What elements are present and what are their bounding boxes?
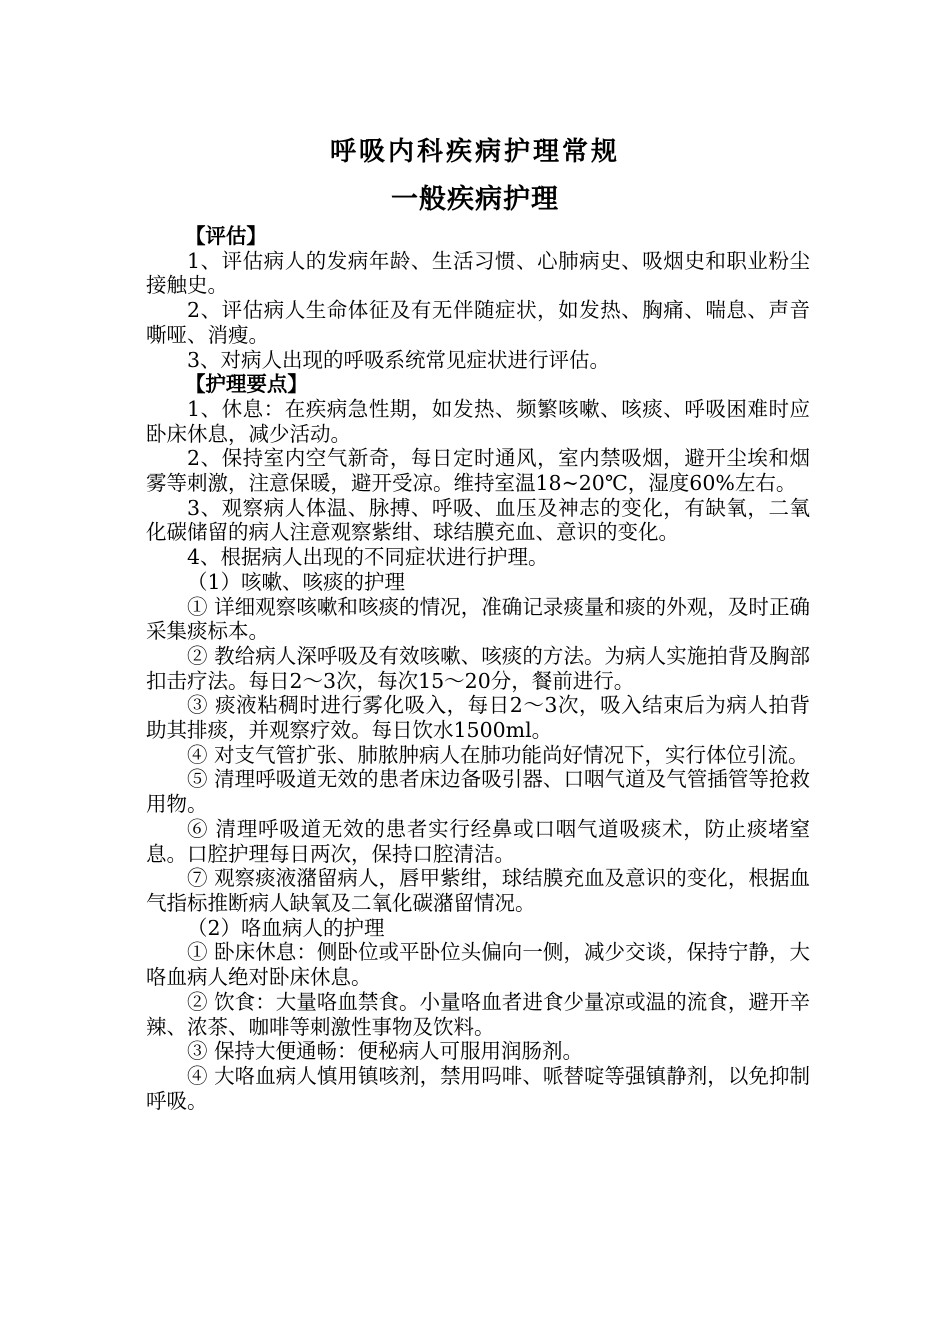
list-item: ⑥ 清理呼吸道无效的患者实行经鼻或口咽气道吸痰术，防止痰堵窒息。口腔护理每日两次，保持口腔清洁。 (146, 816, 810, 866)
section-heading-assessment: 【评估】 (184, 224, 267, 248)
list-item: ④ 对支气管扩张、肺脓肿病人在肺功能尚好情况下，实行体位引流。 (187, 742, 809, 767)
list-item: ③ 保持大便通畅：便秘病人可服用润肠剂。 (187, 1039, 584, 1064)
paragraph: 1、评估病人的发病年龄、生活习惯、心肺病史、吸烟史和职业粉尘接触史。 (146, 248, 810, 298)
list-item: ② 饮食：大量咯血禁食。小量咯血者进食少量凉或温的流食，避开辛辣、浓茶、咖啡等刺激性事物及饮料。 (146, 989, 810, 1039)
paragraph: 1、休息：在疾病急性期，如发热、频繁咳嗽、咳痰、呼吸困难时应卧床休息，减少活动。 (146, 396, 810, 446)
paragraph: 3、对病人出现的呼吸系统常见症状进行评估。 (187, 347, 611, 372)
subsection-heading: （1）咳嗽、咳痰的护理 (187, 569, 406, 594)
document-body (146, 224, 810, 1113)
paragraph: 2、保持室内空气新奇，每日定时通风，室内禁吸烟，避开尘埃和烟雾等刺激，注意保暖，避开受凉。维持室温18~20℃，湿度60%左右。 (146, 446, 810, 496)
section-heading-nursing-points: 【护理要点】 (184, 372, 308, 397)
list-item: ① 卧床休息：侧卧位或平卧位头偏向一侧，减少交谈，保持宁静，大咯血病人绝对卧床休息。 (146, 940, 810, 990)
list-item: ② 教给病人深呼吸及有效咳嗽、咳痰的方法。为病人实施拍背及胸部扣击疗法。每日2～3次，每次15～20分，餐前进行。 (146, 643, 810, 693)
subsection-heading: （2）咯血病人的护理 (187, 915, 385, 940)
paragraph: 2、评估病人生命体征及有无伴随症状，如发热、胸痛、喘息、声音嘶哑、消瘦。 (146, 298, 810, 347)
list-item: ⑦ 观察痰液潴留病人，唇甲紫绀，球结膜充血及意识的变化，根据血气指标推断病人缺氧及二氧化碳潴留情况。 (146, 866, 810, 915)
list-item: ① 详细观察咳嗽和咳痰的情况，准确记录痰量和痰的外观，及时正确采集痰标本。 (146, 594, 810, 644)
list-item: ⑤ 清理呼吸道无效的患者床边备吸引器、口咽气道及气管插管等抢救用物。 (146, 767, 810, 817)
list-item: ③ 痰液粘稠时进行雾化吸入，每日2～3次，吸入结束后为病人拍背助其排痰，并观察疗效。每日饮水1500ml。 (146, 693, 810, 743)
document-title: 呼吸内科疾病护理常规 (329, 137, 620, 167)
paragraph: 3、观察病人体温、脉搏、呼吸、血压及神志的变化，有缺氧，二氧化碳储留的病人注意观察紫绀、球结膜充血、意识的变化。 (146, 495, 810, 545)
section-title: 一般疾病护理 (391, 184, 559, 215)
paragraph: 4、根据病人出现的不同症状进行护理。 (187, 545, 549, 570)
list-item: ④ 大咯血病人慎用镇咳剂，禁用吗啡、哌替啶等强镇静剂，以免抑制呼吸。 (146, 1063, 810, 1113)
